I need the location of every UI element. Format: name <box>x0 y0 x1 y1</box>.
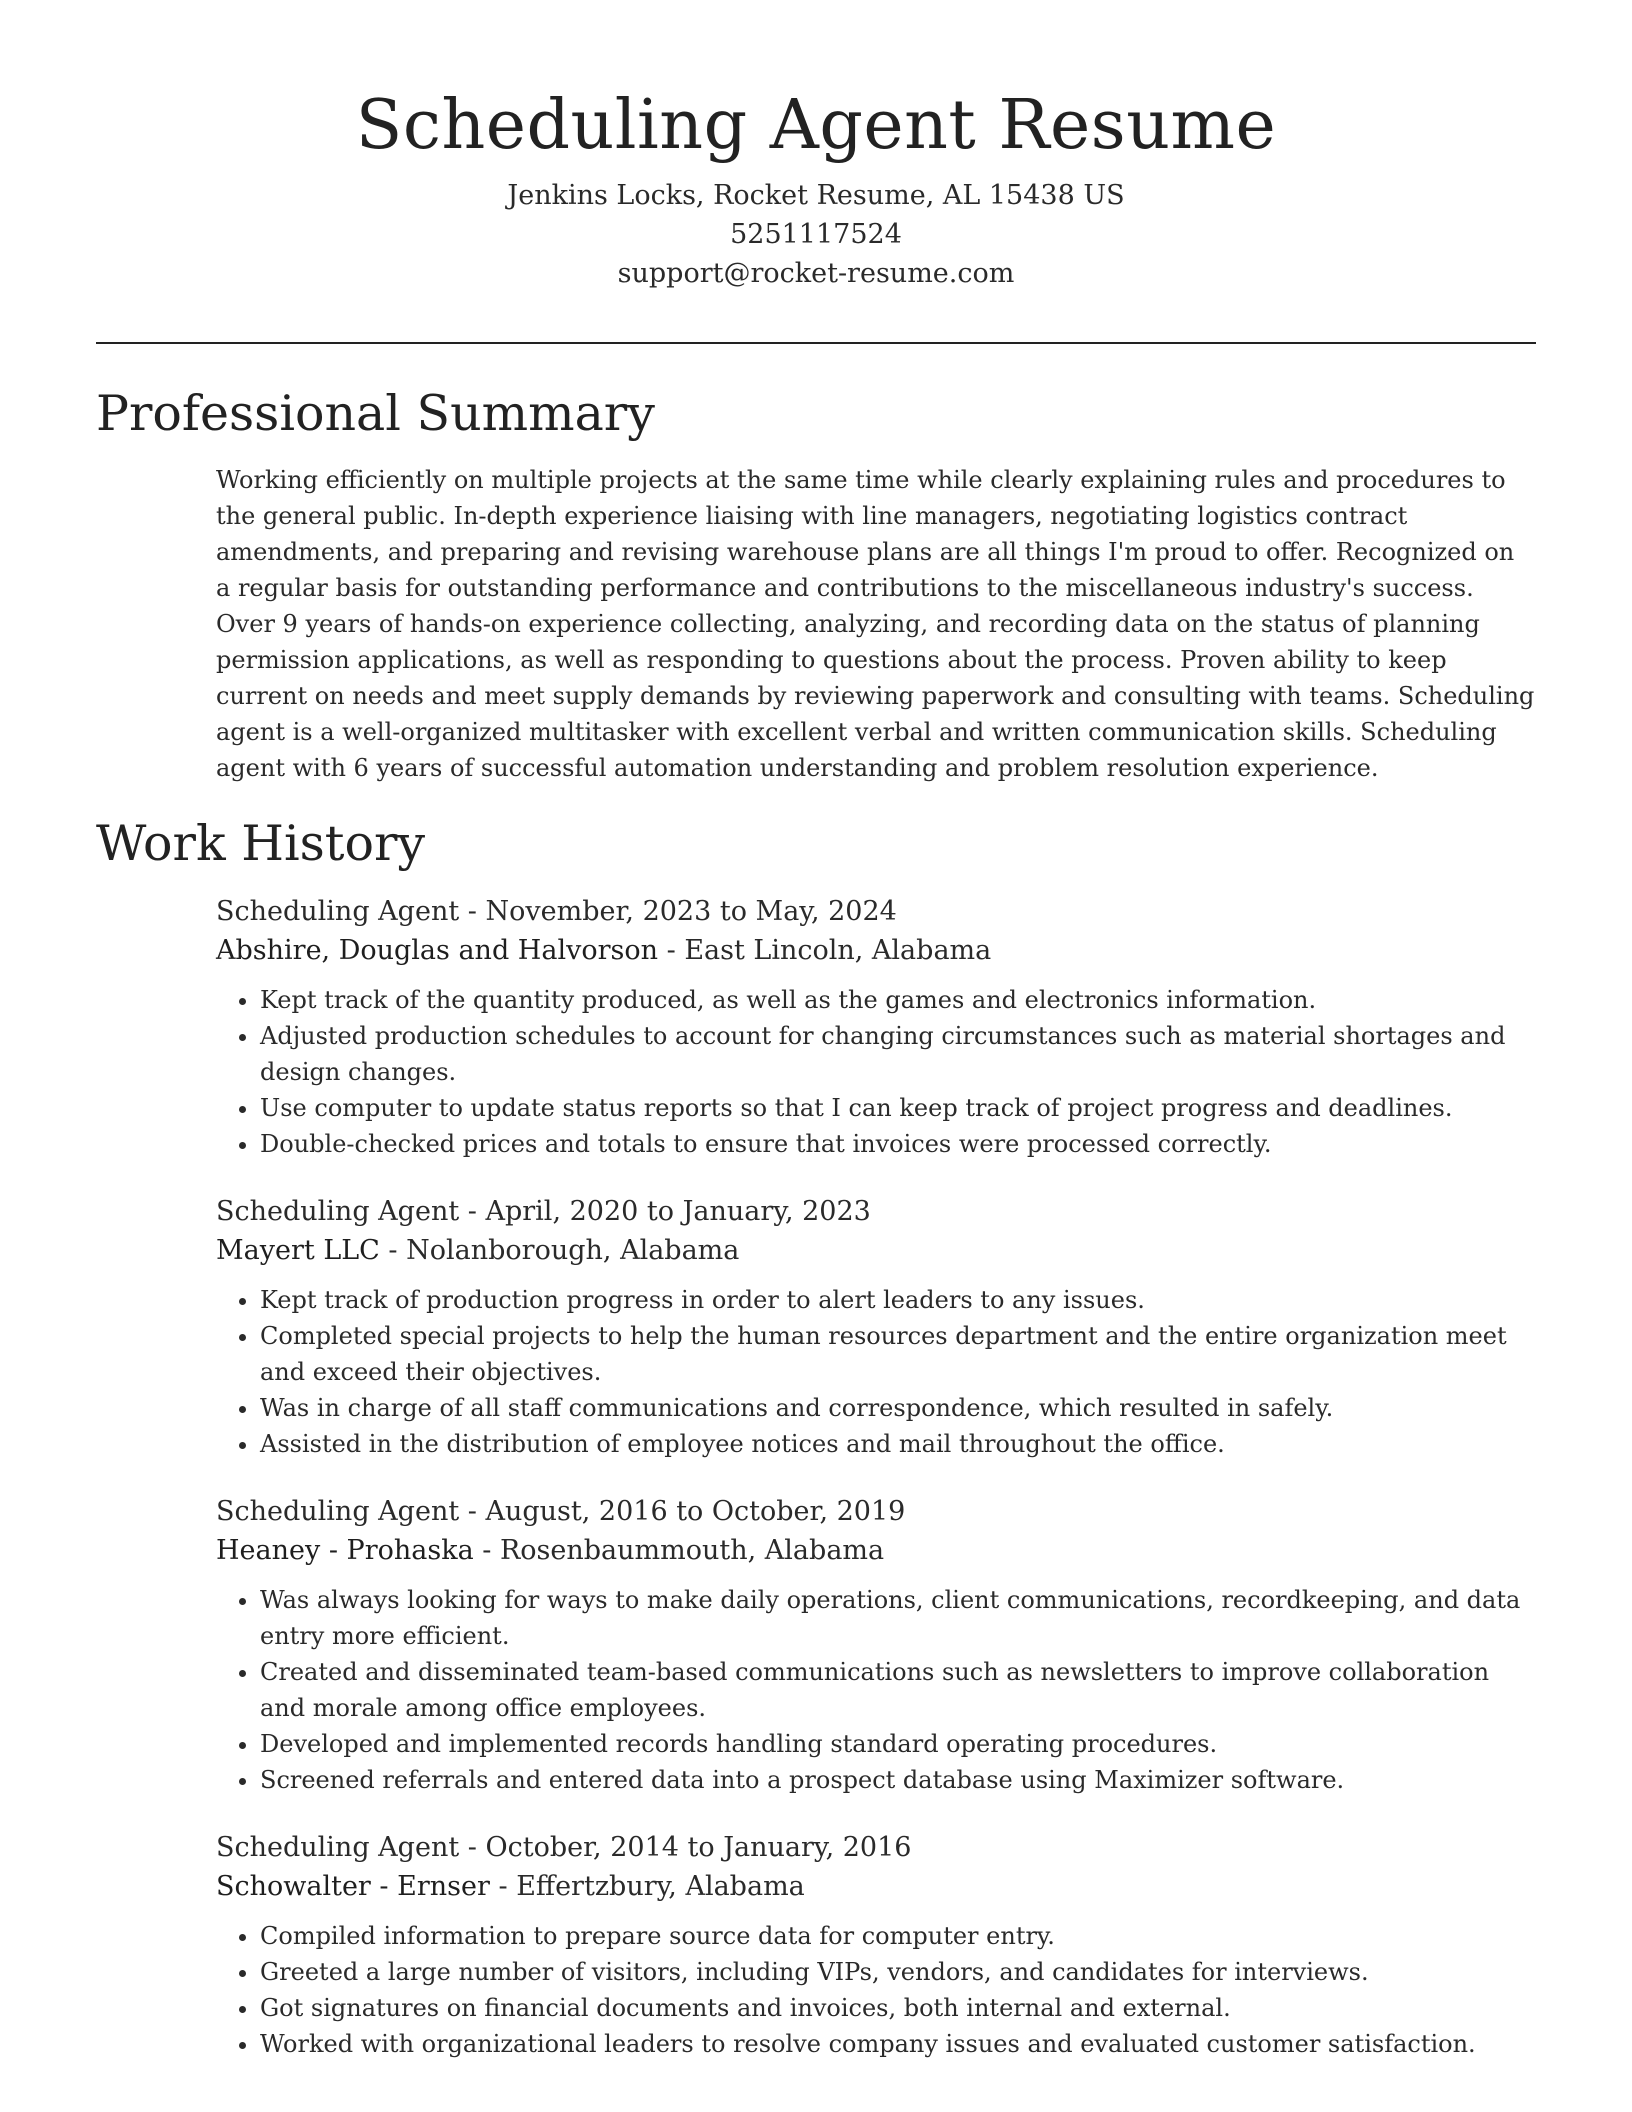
work-history-list <box>216 892 1536 2062</box>
job-bullet: • Compiled information to prepare source data for computer entry. <box>260 1918 1536 1954</box>
job-title: Scheduling Agent <box>216 1496 460 1527</box>
job-bullet: • Assisted in the distribution of employee notices and mail throughout the office. <box>260 1426 1536 1462</box>
job-company: Abshire, Douglas and Halvorson <box>216 935 659 966</box>
job-location: Effertzbury, Alabama <box>516 1871 805 1902</box>
job-title-line: Scheduling Agent - August, 2016 to October, 2019 <box>216 1496 906 1527</box>
job-bullets <box>216 1582 1536 1798</box>
job-bullet: • Created and disseminated team-based communications such as newsletters to improve collaboration and morale among office employees. <box>260 1654 1536 1726</box>
header-divider <box>96 342 1536 344</box>
job-bullet: • Developed and implemented records handling standard operating procedures. <box>260 1726 1536 1762</box>
job-bullet: • Kept track of production progress in order to alert leaders to any issues. <box>260 1282 1536 1318</box>
job-title-line: Scheduling Agent - November, 2023 to May, 2024 <box>216 896 897 927</box>
job-bullet: • Worked with organizational leaders to resolve company issues and evaluated customer satisfaction. <box>260 2026 1536 2062</box>
resume-title: Scheduling Agent Resume <box>355 86 1277 165</box>
job-location: Nolanborough, Alabama <box>406 1235 740 1266</box>
job-company-line: Schowalter - Ernser - Effertzbury, Alabama <box>216 1871 805 1902</box>
job-bullet: • Double-checked prices and totals to ensure that invoices were processed correctly. <box>260 1126 1536 1162</box>
job-title-line: Scheduling Agent - April, 2020 to January, 2023 <box>216 1196 871 1227</box>
job-title: Scheduling Agent <box>216 1196 460 1227</box>
job-bullet: • Greeted a large number of visitors, including VIPs, vendors, and candidates for interviews. <box>260 1954 1536 1990</box>
job-entry <box>216 892 1536 1162</box>
job-company: Schowalter - Ernser <box>216 1871 490 1902</box>
job-dates: October, 2014 to January, 2016 <box>485 1832 912 1863</box>
job-company-line: Abshire, Douglas and Halvorson - East Lincoln, Alabama <box>216 935 992 966</box>
job-title: Scheduling Agent <box>216 1832 460 1863</box>
job-bullet: • Was always looking for ways to make daily operations, client communications, recordkeeping, and data entry more efficient. <box>260 1582 1536 1654</box>
job-bullets <box>216 1282 1536 1462</box>
job-company: Mayert LLC <box>216 1235 380 1266</box>
resume-header <box>0 0 1632 293</box>
job-entry <box>216 1492 1536 1798</box>
job-bullet: • Got signatures on financial documents and invoices, both internal and external. <box>260 1990 1536 2026</box>
job-title: Scheduling Agent <box>216 896 460 927</box>
job-location: East Lincoln, Alabama <box>684 935 992 966</box>
job-company: Heaney - Prohaska <box>216 1535 474 1566</box>
job-bullet: • Kept track of the quantity produced, as well as the games and electronics information. <box>260 982 1536 1018</box>
job-dates: November, 2023 to May, 2024 <box>485 896 897 927</box>
contact-phone: 5251117524 <box>730 219 902 250</box>
job-company-line: Mayert LLC - Nolanborough, Alabama <box>216 1235 740 1266</box>
contact-address: Jenkins Locks, Rocket Resume, AL 15438 US <box>507 180 1125 211</box>
work-history-heading: Work History <box>96 815 426 872</box>
job-bullets <box>216 982 1536 1162</box>
job-bullet: • Was in charge of all staff communications and correspondence, which resulted in safely. <box>260 1390 1536 1426</box>
job-bullet: • Completed special projects to help the human resources department and the entire organization meet and exceed their objectives. <box>260 1318 1536 1390</box>
job-bullet: • Adjusted production schedules to account for changing circumstances such as material shortages and design changes. <box>260 1018 1536 1090</box>
job-dates: April, 2020 to January, 2023 <box>485 1196 871 1227</box>
contact-email: support@rocket-resume.com <box>617 258 1015 289</box>
summary-text: Working efficiently on multiple projects at the same time while clearly explaining rules and procedures to the general public. In-depth experience liaising with line managers, negotiating logistics contract amendments, and preparing and revising warehouse plans are all things I'm proud to offer. Recognized on a regular basis for outstanding performance and contributions to the miscellaneous industry's success. Over 9 years of hands-on experience collecting, analyzing, and recording data on the status of planning permission applications, as well as responding to questions about the process. Proven ability to keep current on needs and meet supply demands by reviewing paperwork and consulting with teams. Scheduling agent is a well-organized multitasker with excellent verbal and written communication skills. Scheduling agent with 6 years of successful automation understanding and problem resolution experience. <box>216 466 1535 782</box>
job-bullet: • Screened referrals and entered data into a prospect database using Maximizer software. <box>260 1762 1536 1798</box>
job-dates: August, 2016 to October, 2019 <box>485 1496 906 1527</box>
job-company-line: Heaney - Prohaska - Rosenbaummouth, Alabama <box>216 1535 885 1566</box>
job-entry <box>216 1192 1536 1462</box>
job-entry <box>216 1828 1536 2062</box>
job-bullets <box>216 1918 1536 2062</box>
job-title-line: Scheduling Agent - October, 2014 to January, 2016 <box>216 1832 912 1863</box>
contact-block <box>0 176 1632 293</box>
summary-heading: Professional Summary <box>96 385 655 442</box>
job-location: Rosenbaummouth, Alabama <box>499 1535 885 1566</box>
job-bullet: • Use computer to update status reports so that I can keep track of project progress and deadlines. <box>260 1090 1536 1126</box>
